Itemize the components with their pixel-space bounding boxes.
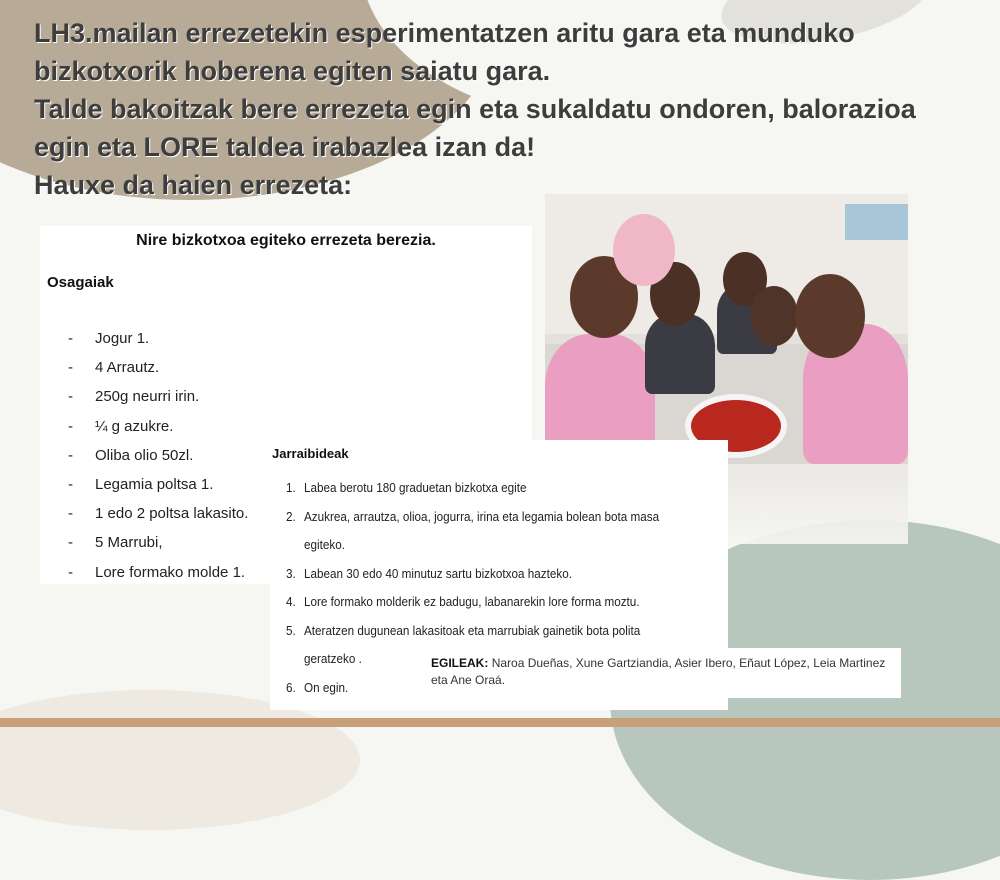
headline-line: egin eta LORE taldea irabazlea izan da!: [34, 132, 536, 162]
steps-heading: Jarraibideak: [272, 446, 349, 461]
step-item: 2. Azukrea, arrautza, olioa, jogurra, irina eta legamia bolean bota masa: [286, 508, 660, 524]
ingredient-item: - 1 edo 2 poltsa lakasito.: [68, 505, 249, 523]
ingredient-item: - Legamia poltsa 1.: [68, 475, 214, 493]
step-item: 5. Ateratzen dugunean lakasitoak eta marrubiak gainetik bota polita: [286, 622, 641, 638]
ingredient-item: - 250g neurri irin.: [68, 388, 200, 406]
headline-line: Talde bakoitzak bere errezeta egin eta sukaldatu ondoren, balorazioa: [34, 94, 916, 124]
step-item: 1. Labea berotu 180 graduetan bizkotxa egite: [286, 480, 527, 495]
ingredient-item: - 4 Arrautz.: [68, 359, 160, 377]
step-item: 6. On egin.: [286, 679, 349, 695]
step-item: geratzeko .: [304, 651, 362, 666]
ingredient-item: - ¼ g azukre.: [68, 417, 174, 435]
authors-text: [431, 655, 893, 689]
ingredient-item: - Jogur 1.: [68, 330, 150, 347]
ingredients-heading: Osagaiak: [47, 274, 114, 291]
child-figure: [613, 214, 675, 286]
child-figure: [645, 314, 715, 394]
ingredients-list: [68, 330, 248, 593]
step-item: 4. Lore formako molderik ez badugu, labanarekin lore forma moztu.: [286, 594, 640, 609]
recipe-title: Nire bizkotxoa egiteko errezeta berezia.: [136, 232, 436, 249]
class-photo: [545, 194, 908, 464]
authors-label: EGILEAK:: [431, 656, 489, 670]
headline-line: Hauxe da haien errezeta:: [34, 170, 353, 200]
child-head: [795, 274, 865, 358]
child-head: [750, 286, 798, 346]
photo-board: [845, 204, 908, 240]
ingredient-item: - Oliba olio 50zl.: [68, 446, 194, 464]
page-headline: [34, 14, 984, 204]
step-item: egiteko.: [304, 537, 345, 552]
headline-line: bizkotxorik hoberena egiten saiatu gara.: [34, 56, 551, 86]
decorative-blob-cream: [0, 690, 360, 830]
authors-card: [425, 648, 901, 698]
step-item: 3. Labean 30 edo 40 minutuz sartu bizkotxoa hazteko.: [286, 565, 572, 581]
ingredient-item: - 5 Marrubi,: [68, 534, 163, 552]
authors-names: Naroa Dueñas, Xune Gartziandia, Asier Ibero, Eñaut López, Leia Martinez eta Ane Oraá.: [431, 656, 886, 687]
bottom-accent-bar: [0, 718, 1000, 727]
headline-line: LH3.mailan errezetekin esperimentatzen aritu gara eta munduko: [34, 18, 855, 48]
ingredient-item: - Lore formako molde 1.: [68, 563, 246, 581]
